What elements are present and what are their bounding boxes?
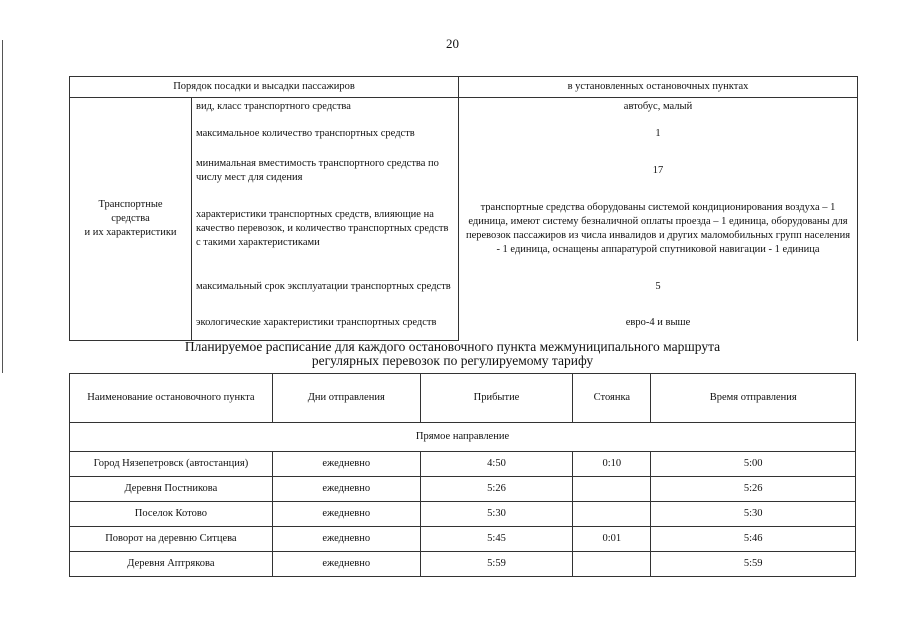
char-value: автобус, малый: [459, 98, 858, 117]
boarding-row: [70, 77, 858, 98]
stop-name: Деревня Постникова: [70, 477, 273, 502]
departure-days: ежедневно: [272, 552, 420, 577]
schedule-title-line: Планируемое расписание для каждого остановочного пункта межмуниципального маршрута: [184, 339, 721, 354]
stop-name: Деревня Аптрякова: [70, 552, 273, 577]
char-param: максимальный срок эксплуатации транспортных средств: [192, 268, 459, 306]
schedule-title-line: регулярных перевозок по регулируемому тарифу: [311, 353, 594, 368]
arrival-time: 5:59: [420, 552, 573, 577]
char-param: экологические характеристики транспортных средств: [192, 306, 459, 341]
stay-time: 0:10: [573, 452, 651, 477]
char-value: 17: [459, 152, 858, 190]
table-row: [70, 477, 856, 502]
boarding-label: Порядок посадки и высадки пассажиров: [70, 77, 459, 98]
char-param: характеристики транспортных средств, влияющие на качество перевозок, и количество транспортных средств с такими характеристиками: [192, 190, 459, 268]
margin-rule: [2, 40, 3, 373]
departure-time: 5:46: [651, 527, 856, 552]
schedule-title: [0, 340, 905, 368]
stay-time: 0:01: [573, 527, 651, 552]
header-departure: Время отправления: [651, 374, 856, 423]
char-value: транспортные средства оборудованы системой кондиционирования воздуха – 1 единица, имеют систему безналичной оплаты проезда – 1 единица, оборудованы для перевозок пассажиров из числа инвалидов и других маломобильных групп населения - 1 единица, оснащены аппаратурой спутниковой навигации - 1 единица: [459, 190, 858, 268]
group-label-line: Транспортные: [98, 199, 163, 210]
char-param: минимальная вместимость транспортного средства по числу мест для сидения: [192, 152, 459, 190]
table-row: [70, 452, 856, 477]
arrival-time: 5:30: [420, 502, 573, 527]
header-stop: Наименование остановочного пункта: [70, 374, 273, 423]
table-row: [70, 527, 856, 552]
departure-days: ежедневно: [272, 452, 420, 477]
char-row: [70, 98, 858, 117]
arrival-time: 5:45: [420, 527, 573, 552]
departure-time: 5:30: [651, 502, 856, 527]
arrival-time: 5:26: [420, 477, 573, 502]
departure-time: 5:59: [651, 552, 856, 577]
char-value: 1: [459, 116, 858, 152]
header-arrival: Прибытие: [420, 374, 573, 423]
stop-name: Город Нязепетровск (автостанция): [70, 452, 273, 477]
boarding-value: в установленных остановочных пунктах: [459, 77, 858, 98]
direction-label: Прямое направление: [70, 423, 856, 452]
char-param: вид, класс транспортного средства: [192, 98, 459, 117]
departure-days: ежедневно: [272, 527, 420, 552]
char-value: 5: [459, 268, 858, 306]
stop-name: Поворот на деревню Ситцева: [70, 527, 273, 552]
group-label-line: и их характеристики: [84, 227, 177, 238]
table-row: [70, 502, 856, 527]
departure-days: ежедневно: [272, 502, 420, 527]
stay-time: [573, 477, 651, 502]
page-number: 20: [446, 36, 459, 51]
vehicle-characteristics-table: [69, 76, 858, 341]
schedule-header-row: [70, 374, 856, 423]
vehicles-group-label: [70, 98, 192, 341]
stay-time: [573, 502, 651, 527]
departure-time: 5:00: [651, 452, 856, 477]
group-label-line: средства: [111, 213, 150, 224]
header-stay: Стоянка: [573, 374, 651, 423]
departure-days: ежедневно: [272, 477, 420, 502]
arrival-time: 4:50: [420, 452, 573, 477]
char-value: евро-4 и выше: [459, 306, 858, 341]
stop-name: Поселок Котово: [70, 502, 273, 527]
table-row: [70, 552, 856, 577]
direction-row: [70, 423, 856, 452]
departure-time: 5:26: [651, 477, 856, 502]
schedule-table: [69, 373, 856, 577]
stay-time: [573, 552, 651, 577]
char-param: максимальное количество транспортных средств: [192, 116, 459, 152]
header-days: Дни отправления: [272, 374, 420, 423]
